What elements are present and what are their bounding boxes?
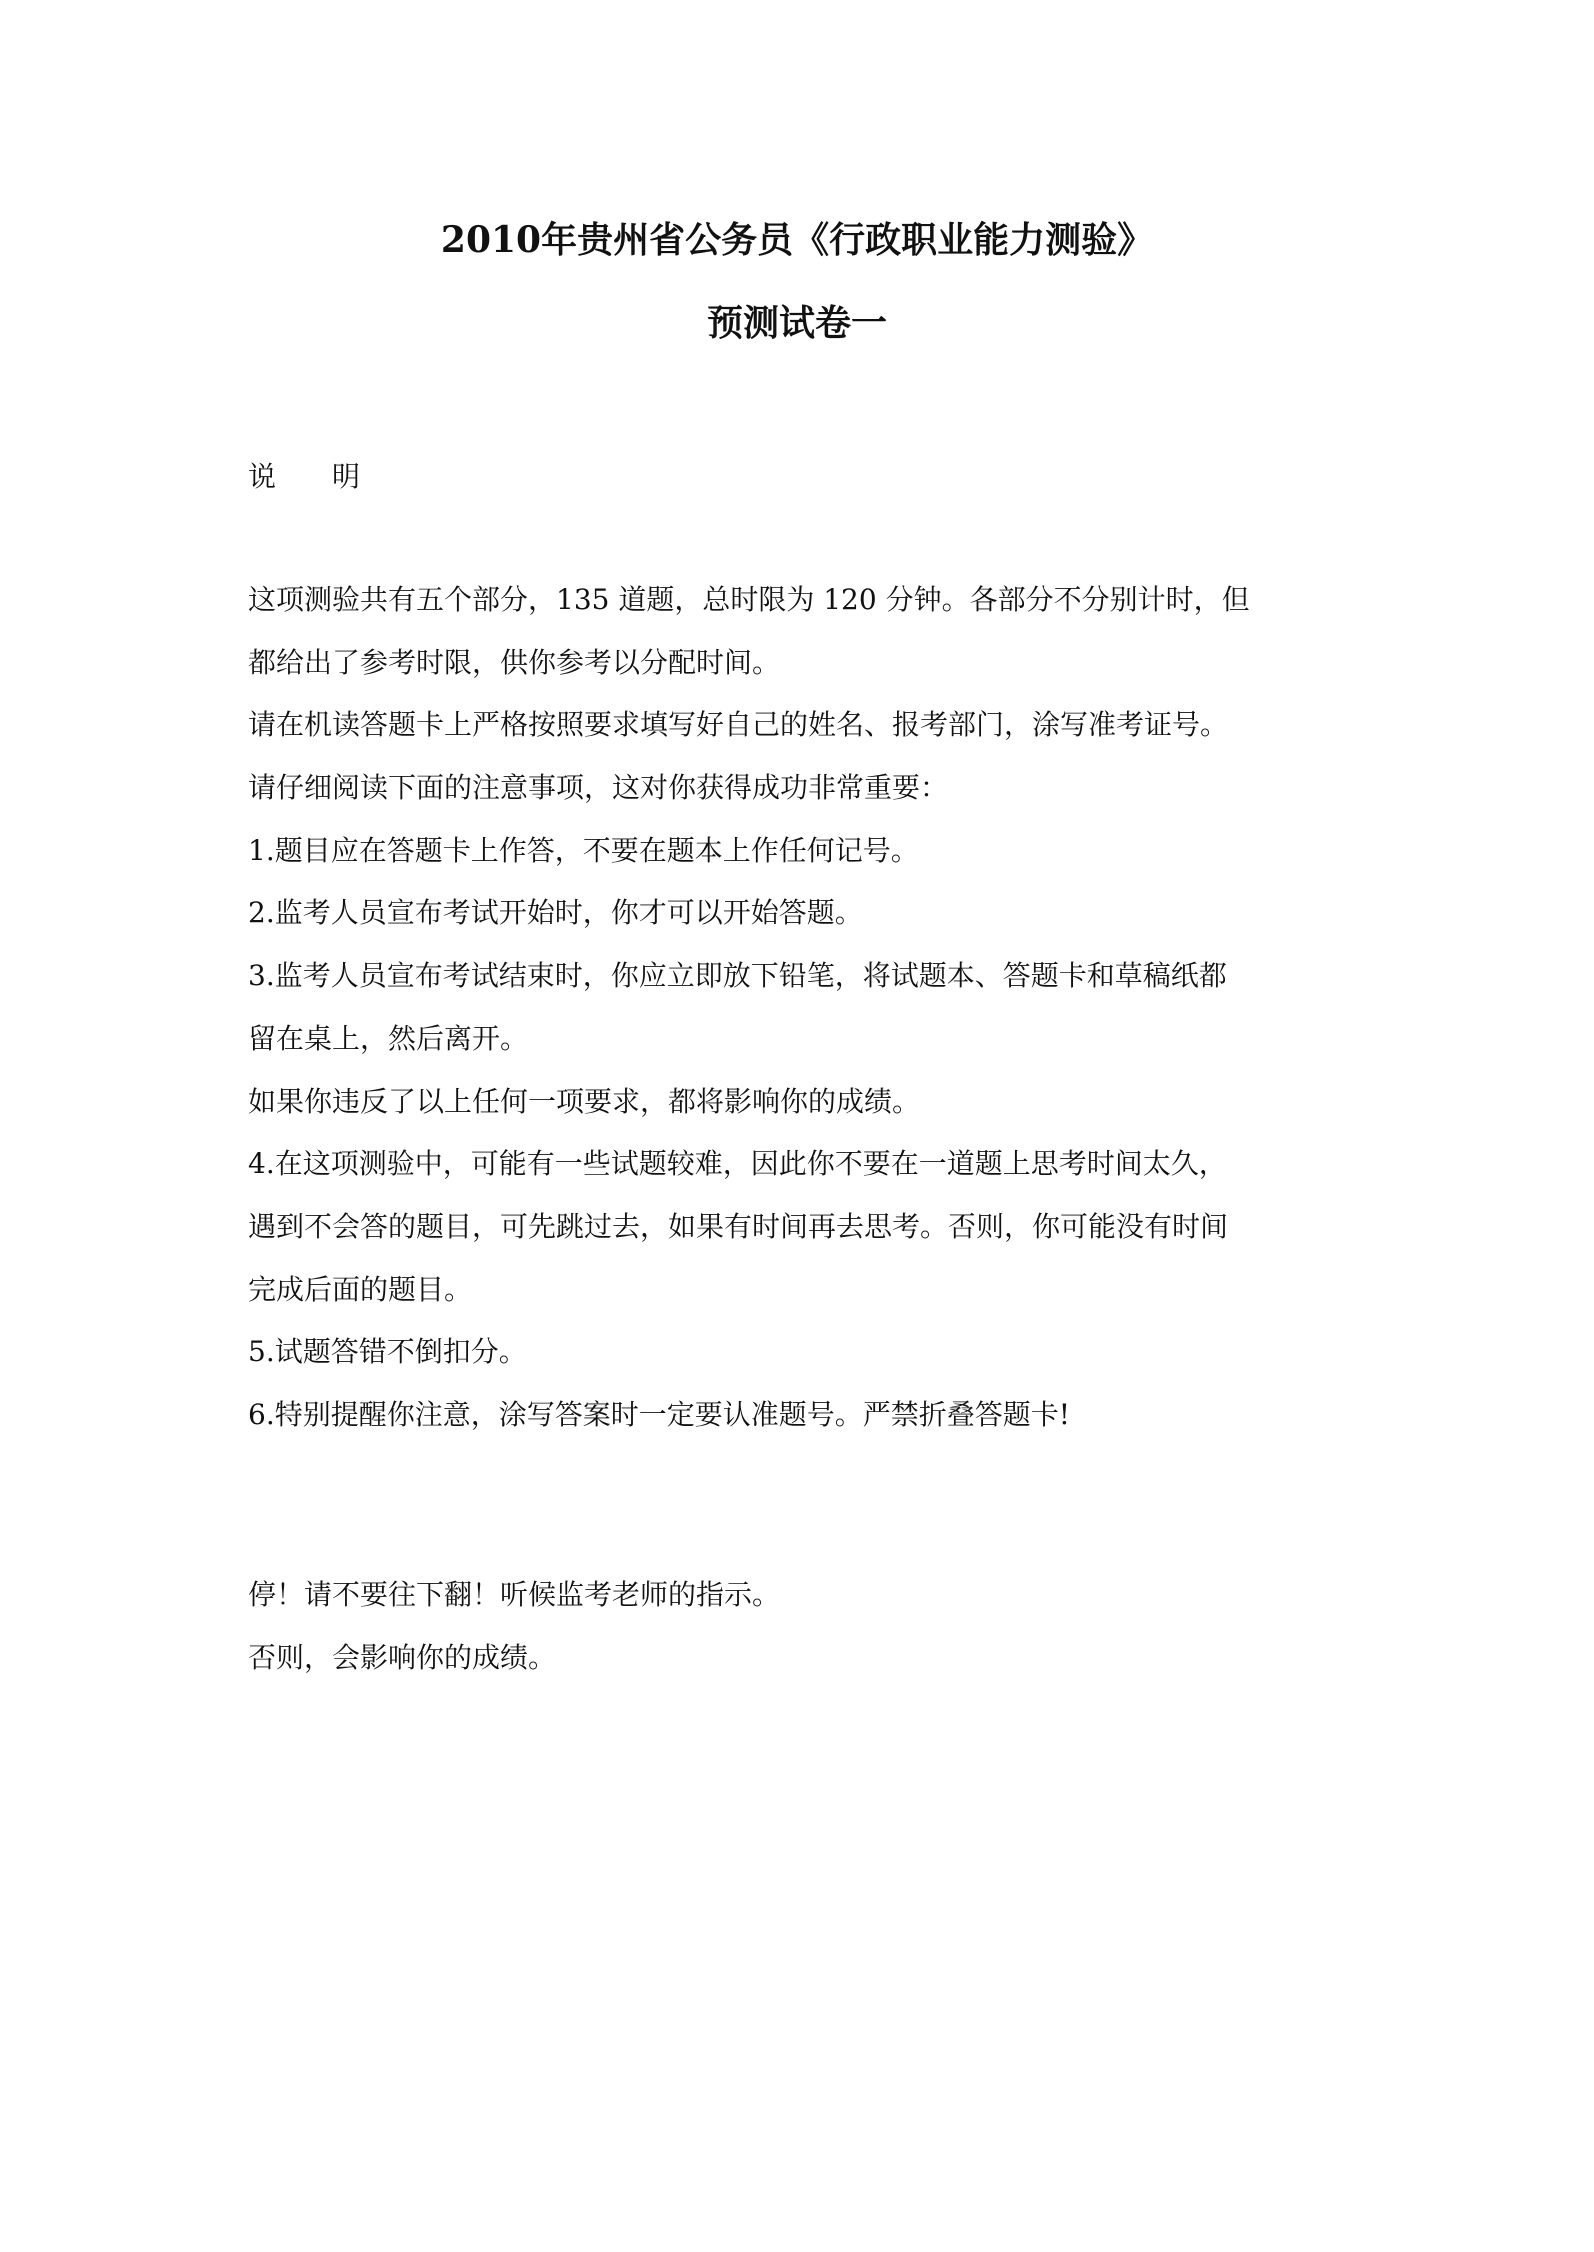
section-heading-char-1: 说	[248, 460, 277, 493]
instruction-line: 这项测验共有五个部分，135 道题，总时限为 120 分钟。各部分不分别计时，但	[248, 583, 1250, 616]
instruction-line: 遇到不会答的题目，可先跳过去，如果有时间再去思考。否则，你可能没有时间	[248, 1209, 1229, 1243]
warning-line: 停！请不要往下翻！听候监考老师的指示。	[248, 1578, 781, 1611]
document-title: 2010年贵州省公务员《行政职业能力测验》	[440, 219, 1154, 261]
instruction-line: 都给出了参考时限，供你参考以分配时间。	[248, 645, 781, 679]
instruction-line: 4.在这项测验中，可能有一些试题较难，因此你不要在一道题上思考时间太久，	[248, 1147, 1227, 1181]
instruction-line: 留在桌上，然后离开。	[248, 1021, 529, 1055]
instruction-line: 2.监考人员宣布考试开始时，你才可以开始答题。	[248, 896, 863, 930]
instructions-body	[248, 580, 1368, 1458]
section-heading-instructions	[248, 457, 360, 497]
warning-line: 否则，会影响你的成绩。	[248, 1640, 557, 1674]
instruction-line: 1.题目应在答题卡上作答，不要在题本上作任何记号。	[248, 833, 919, 867]
instruction-line: 完成后面的题目。	[248, 1272, 473, 1306]
instruction-line: 如果你违反了以上任何一项要求，都将影响你的成绩。	[248, 1084, 921, 1118]
instruction-line: 请仔细阅读下面的注意事项，这对你获得成功非常重要：	[248, 771, 949, 805]
instruction-line: 请在机读答题卡上严格按照要求填写好自己的姓名、报考部门，涂写准考证号。	[248, 708, 1229, 742]
section-heading-char-2: 明	[332, 460, 361, 493]
instruction-line: 5.试题答错不倒扣分。	[248, 1335, 527, 1369]
document-subtitle: 预测试卷一	[706, 302, 887, 344]
closing-warning	[248, 1575, 1368, 1700]
instruction-line: 6.特别提醒你注意，涂写答案时一定要认准题号。严禁折叠答题卡!	[248, 1397, 1070, 1431]
instruction-line: 3.监考人员宣布考试结束时，你应立即放下铅笔，将试题本、答题卡和草稿纸都	[248, 959, 1227, 993]
